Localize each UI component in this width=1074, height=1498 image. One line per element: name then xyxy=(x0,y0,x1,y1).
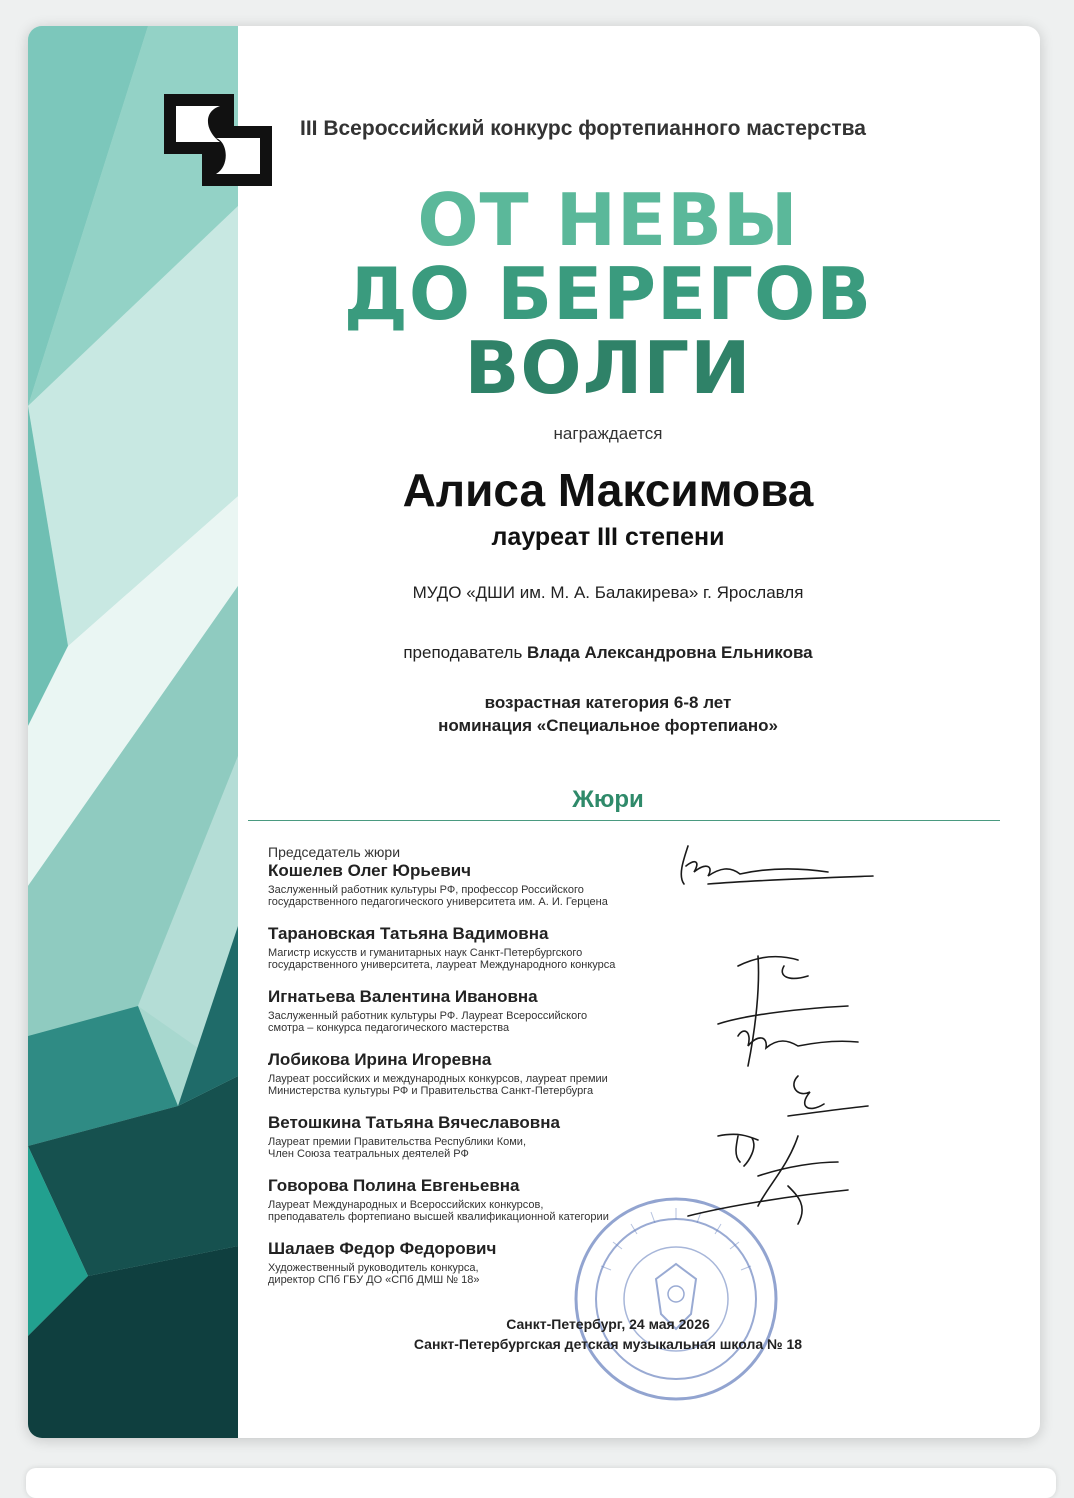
title-line-3: ВОЛГИ xyxy=(464,326,752,410)
desc-line: Лауреат премии Правительства Республики Коми, xyxy=(268,1136,526,1148)
teacher-label: преподаватель xyxy=(403,643,523,662)
jury-member xyxy=(268,987,708,1050)
jury-member-name: Кошелев Олег Юрьевич xyxy=(268,861,472,880)
certificate xyxy=(28,26,1040,1438)
jury-member-name: Ветошкина Татьяна Вячеславовна xyxy=(268,1113,560,1132)
jury-member-desc xyxy=(268,947,708,971)
jury-member-name: Шалаев Федор Федорович xyxy=(268,1239,497,1258)
desc-line: Заслуженный работник культуры РФ, профессор Российского xyxy=(268,884,584,896)
desc-line: Лауреат российских и международных конкурсов, лауреат премии xyxy=(268,1073,608,1085)
desc-line: Магистр искусств и гуманитарных наук Санкт-Петербургского xyxy=(268,947,583,959)
competition-name: III Всероссийский конкурс фортепианного мастерства xyxy=(300,117,866,140)
jury-signatures xyxy=(648,836,898,1236)
decorative-panel xyxy=(28,26,238,1438)
jury-heading: Жюри xyxy=(572,786,644,813)
jury-member xyxy=(268,861,708,924)
awarded-label: награждается xyxy=(553,424,663,443)
desc-line: Художественный руководитель конкурса, xyxy=(268,1262,479,1274)
desc-line: преподаватель фортепиано высшей квалификационной категории xyxy=(268,1211,609,1223)
jury-member-desc xyxy=(268,1073,708,1097)
next-card-edge xyxy=(26,1468,1056,1498)
desc-line: директор СПб ГБУ ДО «СПб ДМШ № 18» xyxy=(268,1274,480,1286)
competition-logo xyxy=(162,92,274,188)
teacher-name: Влада Александровна Ельникова xyxy=(527,643,813,662)
host-organization: Санкт-Петербургская детская музыкальная школа № 18 xyxy=(413,1336,803,1352)
jury-member-desc xyxy=(268,884,708,908)
desc-line: государственного педагогического университета им. А. И. Герцена xyxy=(268,896,608,908)
teacher-line xyxy=(218,643,998,663)
jury-member-name: Лобикова Ирина Игоревна xyxy=(268,1050,492,1069)
desc-line: смотра – конкурса педагогического мастерства xyxy=(268,1022,510,1034)
chair-label: Председатель жюри xyxy=(268,844,401,860)
desc-line: государственного университета, лауреат Международного конкурса xyxy=(268,959,616,971)
jury-member-desc xyxy=(268,1010,708,1034)
school-name: МУДО «ДШИ им. М. А. Балакирева» г. Ярославля xyxy=(412,583,804,602)
jury-member-desc xyxy=(268,1136,708,1160)
desc-line: Министерства культуры РФ и Правительства Санкт-Петербурга xyxy=(268,1085,594,1097)
desc-line: Лауреат Международных и Всероссийских конкурсов, xyxy=(268,1199,544,1211)
nomination: номинация «Специальное фортепиано» xyxy=(438,716,778,735)
title-line-2: ДО БЕРЕГОВ xyxy=(343,252,873,336)
jury-member-name: Игнатьева Валентина Ивановна xyxy=(268,987,538,1006)
jury-member xyxy=(268,1050,708,1113)
jury-member xyxy=(268,924,708,987)
title-line-1: ОТ НЕВЫ xyxy=(417,178,799,262)
desc-line: Заслуженный работник культуры РФ. Лауреат Всероссийского xyxy=(268,1010,588,1022)
award-degree: лауреат III степени xyxy=(491,523,725,551)
recipient-name: Алиса Максимова xyxy=(402,464,814,516)
place-date: Санкт-Петербург, 24 мая 2026 xyxy=(506,1316,710,1332)
jury-member xyxy=(268,1113,708,1176)
age-category: возрастная категория 6-8 лет xyxy=(484,693,732,712)
desc-line: Член Союза театральных деятелей РФ xyxy=(268,1148,469,1160)
jury-member-name: Тарановская Татьяна Вадимовна xyxy=(268,924,549,943)
jury-divider xyxy=(248,820,1000,821)
jury-member-name: Говорова Полина Евгеньевна xyxy=(268,1176,520,1195)
